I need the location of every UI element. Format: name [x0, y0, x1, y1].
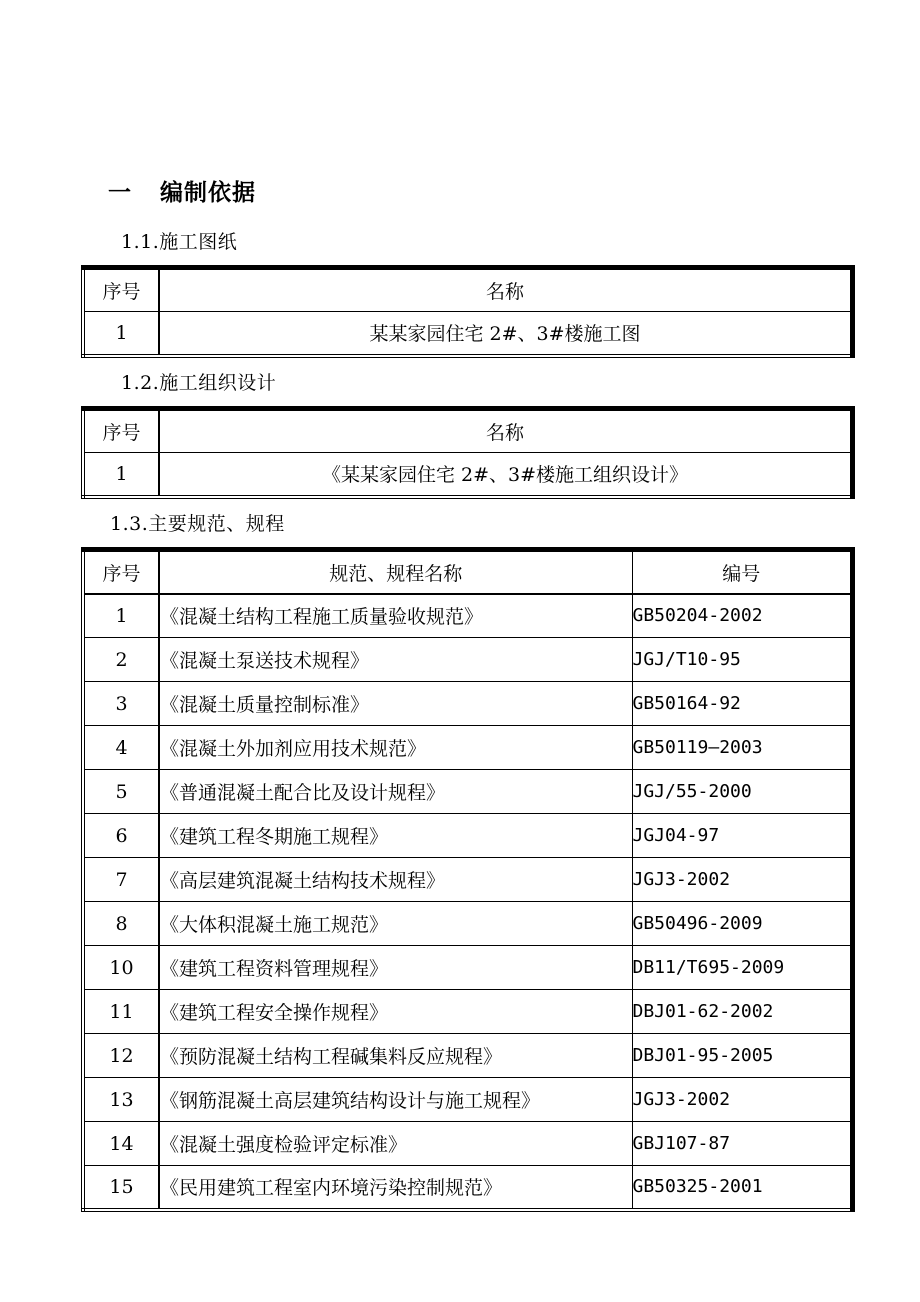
subsection-title-organization: 1.2.施工组织设计 [121, 372, 277, 394]
cell-index: 14 [83, 1122, 159, 1166]
table-row [83, 453, 853, 497]
header-name: 规范、规程名称 [159, 550, 632, 594]
section-title: 编制依据 [160, 180, 256, 206]
table-row [83, 814, 853, 858]
cell-standard-name: 《混凝土强度检验评定标准》 [159, 1122, 632, 1166]
cell-index: 1 [83, 453, 159, 497]
cell-standard-name: 《混凝土外加剂应用技术规范》 [159, 726, 632, 770]
cell-standard-name: 《钢筋混凝土高层建筑结构设计与施工规程》 [159, 1078, 632, 1122]
cell-standard-code: GB50496-2009 [632, 902, 853, 946]
cell-standard-name: 《高层建筑混凝土结构技术规程》 [159, 858, 632, 902]
section-heading [108, 174, 256, 207]
drawings-table [81, 265, 855, 358]
cell-standard-name: 《大体积混凝土施工规范》 [159, 902, 632, 946]
cell-index: 1 [83, 594, 159, 638]
cell-index: 11 [83, 990, 159, 1034]
cell-index: 4 [83, 726, 159, 770]
table-row [83, 902, 853, 946]
cell-index: 2 [83, 638, 159, 682]
cell-standard-code: GB50119—2003 [632, 726, 853, 770]
cell-standard-code: GBJ107-87 [632, 1122, 853, 1166]
cell-standard-code: JGJ/55-2000 [632, 770, 853, 814]
table-row [83, 770, 853, 814]
cell-standard-code: JGJ3-2002 [632, 1078, 853, 1122]
table-row [83, 638, 853, 682]
cell-index: 8 [83, 902, 159, 946]
table-row [83, 1034, 853, 1078]
cell-standard-code: JGJ04-97 [632, 814, 853, 858]
cell-name: 某某家园住宅 2#、3#楼施工图 [159, 312, 853, 356]
organization-design-table [81, 406, 855, 499]
cell-standard-code: JGJ3-2002 [632, 858, 853, 902]
header-code: 编号 [632, 550, 853, 594]
cell-index: 12 [83, 1034, 159, 1078]
table-row [83, 990, 853, 1034]
cell-index: 5 [83, 770, 159, 814]
cell-standard-code: DB11/T695-2009 [632, 946, 853, 990]
cell-standard-name: 《混凝土质量控制标准》 [159, 682, 632, 726]
cell-index: 1 [83, 312, 159, 356]
table-header-row [83, 268, 853, 312]
cell-standard-name: 《普通混凝土配合比及设计规程》 [159, 770, 632, 814]
cell-index: 6 [83, 814, 159, 858]
cell-standard-name: 《混凝土结构工程施工质量验收规范》 [159, 594, 632, 638]
cell-index: 15 [83, 1166, 159, 1210]
table-row [83, 726, 853, 770]
cell-standard-code: GB50204-2002 [632, 594, 853, 638]
header-index: 序号 [83, 409, 159, 453]
header-name: 名称 [159, 409, 853, 453]
header-index: 序号 [83, 550, 159, 594]
cell-name: 《某某家园住宅 2#、3#楼施工组织设计》 [159, 453, 853, 497]
header-index: 序号 [83, 268, 159, 312]
cell-standard-code: GB50164-92 [632, 682, 853, 726]
subsection-title-standards: 1.3.主要规范、规程 [110, 513, 285, 535]
cell-standard-name: 《建筑工程安全操作规程》 [159, 990, 632, 1034]
section-number: 一 [108, 180, 132, 206]
table-header-row [83, 409, 853, 453]
cell-standard-name: 《建筑工程资料管理规程》 [159, 946, 632, 990]
table-row [83, 312, 853, 356]
subsection-title-drawings: 1.1.施工图纸 [121, 231, 238, 253]
cell-standard-code: JGJ/T10-95 [632, 638, 853, 682]
cell-index: 10 [83, 946, 159, 990]
table-row [83, 946, 853, 990]
table-row [83, 682, 853, 726]
table-row [83, 1122, 853, 1166]
cell-standard-code: DBJ01-62-2002 [632, 990, 853, 1034]
table-row [83, 1078, 853, 1122]
table-header-row [83, 550, 853, 594]
cell-index: 7 [83, 858, 159, 902]
header-name: 名称 [159, 268, 853, 312]
cell-standard-name: 《预防混凝土结构工程碱集料反应规程》 [159, 1034, 632, 1078]
table-row [83, 594, 853, 638]
table-row [83, 858, 853, 902]
standards-table [81, 547, 855, 1212]
cell-standard-code: GB50325-2001 [632, 1166, 853, 1210]
cell-index: 3 [83, 682, 159, 726]
cell-standard-name: 《民用建筑工程室内环境污染控制规范》 [159, 1166, 632, 1210]
cell-standard-code: DBJ01-95-2005 [632, 1034, 853, 1078]
cell-standard-name: 《混凝土泵送技术规程》 [159, 638, 632, 682]
table-row [83, 1166, 853, 1210]
cell-index: 13 [83, 1078, 159, 1122]
cell-standard-name: 《建筑工程冬期施工规程》 [159, 814, 632, 858]
